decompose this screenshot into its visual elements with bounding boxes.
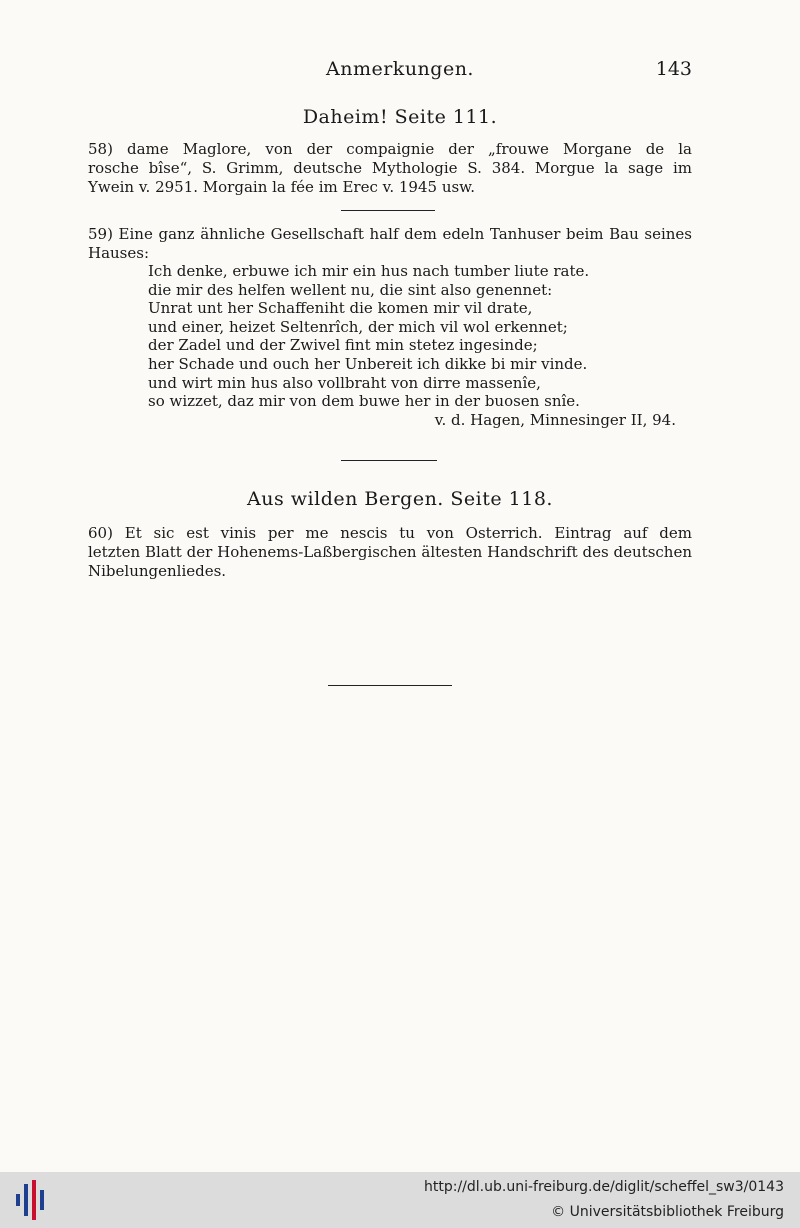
section-heading-aus-wilden-bergen: Aus wilden Bergen. Seite 118. [247, 488, 553, 510]
note-60-line: letzten Blatt der Hohenems-Laßbergischen ältesten Handschrift des deutschen [88, 543, 692, 561]
note-58-line: Ywein v. 2951. Morgain la fée im Erec v. 1945 usw. [88, 178, 476, 196]
note-59 [88, 225, 692, 263]
verse-line: und einer, heizet Seltenrîch, der mich vil wol erkennet; [148, 317, 568, 336]
verse-block [148, 262, 688, 411]
verse-line: die mir des helfen wellent nu, die sint also genennet: [148, 280, 553, 299]
note-59-line: 59) Eine ganz ähnliche Gesellschaft half dem edeln Tanhuser beim Bau seines [88, 225, 692, 243]
verse-line: her Schade und ouch her Unbereit ich dikke bi mir vinde. [148, 354, 588, 373]
ub-freiburg-logo-icon[interactable] [14, 1180, 48, 1220]
divider-rule [341, 210, 435, 211]
verse-line: Unrat unt her Schaffeniht die komen mir vil drate, [148, 299, 533, 318]
verse-line: Ich denke, erbuwe ich mir ein hus nach tumber liute rate. [148, 262, 590, 280]
verse-line: der Zadel und der Zwivel fint min stetez ingesinde; [148, 336, 538, 355]
section-heading-daheim: Daheim! Seite 111. [302, 106, 498, 128]
note-58-line: rosche bîse“, S. Grimm, deutsche Mythologie S. 384. Morgue la sage im [88, 159, 692, 177]
permalink-url[interactable]: http://dl.ub.uni-freiburg.de/diglit/scheffel_sw3/0143 [424, 1179, 784, 1195]
note-58 [88, 140, 692, 197]
viewer-footer [0, 1172, 800, 1228]
verse-line: so wizzet, daz mir von dem buwe her in der buosen snîe. [148, 392, 580, 411]
divider-rule [341, 460, 437, 461]
page-number: 143 [655, 58, 692, 80]
copyright-notice: © Universitätsbibliothek Freiburg [551, 1204, 784, 1220]
verse-line: und wirt min hus also vollbraht von dirre massenîe, [148, 373, 541, 392]
running-head [0, 58, 800, 86]
end-rule [328, 685, 452, 686]
note-58-line: 58) dame Maglore, von der compaignie der „frouwe Morgane de la [88, 140, 692, 158]
note-60-line: Nibelungenliedes. [88, 562, 227, 580]
note-60 [88, 524, 692, 581]
note-60-line: 60) Et sic est vinis per me nescis tu von Osterrich. Eintrag auf dem [88, 524, 692, 542]
note-59-line: Hauses: [88, 244, 150, 262]
citation: v. d. Hagen, Minnesinger II, 94. [434, 411, 676, 429]
running-title: Anmerkungen. [326, 58, 474, 80]
